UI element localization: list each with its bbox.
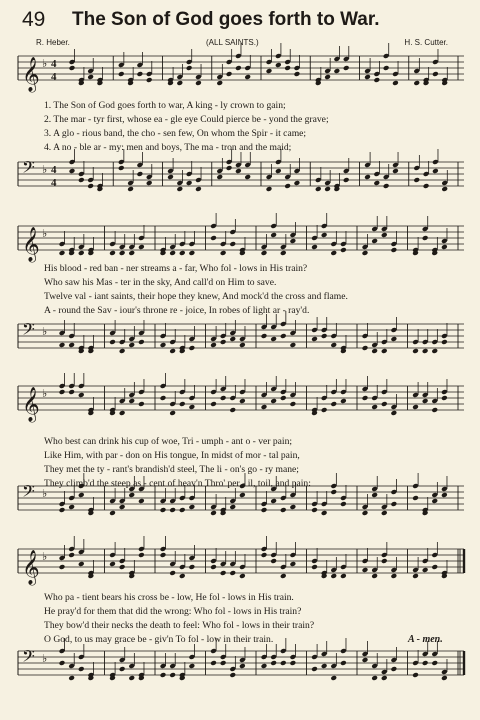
note-head: [220, 660, 227, 666]
time-signature: 4: [51, 164, 57, 176]
note-head: [383, 183, 390, 189]
note-head: [413, 80, 420, 86]
note-head: [210, 401, 217, 407]
note-head: [290, 342, 297, 348]
note-head: [244, 74, 251, 80]
note-head: [364, 174, 371, 180]
verse-line: They climb'd the steep as - cent of heav'n Thro' per - il, toil, and pain:: [44, 478, 311, 489]
note-head: [432, 71, 439, 77]
note-head: [210, 342, 217, 348]
note-head: [412, 573, 419, 579]
bass-clef-icon: 𝄢: [22, 157, 35, 181]
note-head: [169, 570, 176, 576]
note-head: [362, 345, 369, 351]
note-head: [229, 504, 236, 510]
note-head: [422, 567, 429, 573]
note-head: [261, 250, 268, 256]
note-head: [138, 552, 145, 558]
lyricist: R. Heber.: [36, 38, 70, 47]
note-head: [330, 675, 337, 681]
tune-name: (ALL SAINTS.): [206, 38, 259, 47]
note-head: [290, 401, 297, 407]
note-head: [59, 342, 66, 348]
hymn-header: [22, 8, 462, 36]
note-head: [334, 68, 341, 74]
flat-icon: ♭: [42, 652, 48, 665]
note-head: [373, 77, 380, 83]
note-head: [321, 333, 328, 339]
note-head: [78, 492, 85, 498]
note-head: [109, 339, 116, 345]
note-head: [391, 666, 398, 672]
note-head: [68, 552, 75, 558]
note-head: [330, 401, 337, 407]
note-head: [128, 675, 135, 681]
note-head: [270, 498, 277, 504]
note-head: [441, 675, 448, 681]
note-head: [186, 180, 193, 186]
note-head: [109, 250, 116, 256]
note-head: [441, 186, 448, 192]
note-head: [128, 398, 135, 404]
verse-line: 1. The Son of God goes forth to war, A king - ly crown to gain;: [44, 100, 286, 111]
bass-clef-icon: 𝄢: [22, 646, 35, 670]
note-head: [422, 348, 429, 354]
note-head: [290, 238, 297, 244]
note-head: [261, 552, 268, 558]
note-head: [422, 398, 429, 404]
verse-line: Who best can drink his cup of woe, Tri - umph - ant o - ver pain;: [44, 436, 293, 447]
verse-line: O God, to us may grace be - giv'n To fol - low in their train.: [44, 634, 274, 645]
note-head: [78, 177, 85, 183]
note-head: [311, 666, 318, 672]
note-head: [284, 65, 291, 71]
note-head: [261, 663, 268, 669]
note-head: [146, 77, 153, 83]
note-head: [160, 672, 167, 678]
flat-icon: ♭: [42, 163, 48, 176]
note-head: [432, 168, 439, 174]
note-head: [68, 504, 75, 510]
note-head: [412, 672, 419, 678]
note-head: [364, 74, 371, 80]
note-head: [128, 342, 135, 348]
note-head: [321, 407, 328, 413]
verse-line: 2. The mar - tyr first, whose ea - gle eye Could pierce be - yond the grave;: [44, 114, 329, 125]
note-head: [59, 564, 66, 570]
note-head: [118, 71, 125, 77]
note-head: [392, 80, 399, 86]
note-head: [109, 561, 116, 567]
bass-staff: [14, 320, 466, 364]
note-head: [391, 410, 398, 416]
note-head: [138, 339, 145, 345]
note-head: [239, 342, 246, 348]
note-head: [226, 71, 233, 77]
note-head: [195, 80, 202, 86]
note-head: [270, 336, 277, 342]
note-head: [59, 507, 66, 513]
note-head: [321, 510, 328, 516]
note-head: [371, 675, 378, 681]
note-head: [146, 180, 153, 186]
note-head: [160, 395, 167, 401]
note-head: [179, 507, 186, 513]
note-head: [340, 660, 347, 666]
verse-line: His blood - red ban - ner streams a - far, Who fol - lows in His train?: [44, 263, 308, 274]
verse-line: They bow'd their necks the death to feel: Who fol - lows in their train?: [44, 620, 315, 631]
note-head: [229, 241, 236, 247]
note-head: [391, 336, 398, 342]
note-head: [138, 498, 145, 504]
note-head: [413, 177, 420, 183]
note-head: [381, 675, 388, 681]
note-head: [210, 510, 217, 516]
note-head: [324, 186, 331, 192]
note-head: [216, 80, 223, 86]
note-head: [373, 180, 380, 186]
note-head: [189, 663, 196, 669]
note-head: [68, 675, 75, 681]
note-head: [422, 235, 429, 241]
note-head: [270, 660, 277, 666]
bass-staff: [14, 647, 466, 691]
note-head: [239, 573, 246, 579]
note-head: [330, 250, 337, 256]
bass-clef-icon: 𝄢: [22, 319, 35, 343]
note-head: [381, 558, 388, 564]
note-head: [128, 492, 135, 498]
note-head: [220, 339, 227, 345]
note-head: [109, 510, 116, 516]
treble-clef-icon: 𝄞: [22, 227, 40, 262]
note-head: [226, 165, 233, 171]
note-head: [229, 407, 236, 413]
note-head: [239, 398, 246, 404]
note-head: [179, 250, 186, 256]
note-head: [244, 174, 251, 180]
note-head: [261, 404, 268, 410]
note-head: [362, 567, 369, 573]
note-head: [68, 342, 75, 348]
note-head: [160, 342, 167, 348]
note-head: [340, 573, 347, 579]
note-head: [266, 68, 273, 74]
note-head: [391, 573, 398, 579]
note-head: [229, 570, 236, 576]
note-head: [294, 71, 301, 77]
treble-staff: [14, 382, 466, 426]
note-head: [220, 570, 227, 576]
note-head: [87, 74, 94, 80]
note-head: [280, 250, 287, 256]
note-head: [412, 348, 419, 354]
note-head: [431, 564, 438, 570]
note-head: [391, 247, 398, 253]
note-head: [381, 348, 388, 354]
note-head: [412, 404, 419, 410]
note-head: [137, 171, 144, 177]
note-head: [280, 395, 287, 401]
bass-staff: [14, 158, 466, 202]
note-head: [371, 492, 378, 498]
note-head: [280, 660, 287, 666]
composer: H. S. Cutter.: [404, 38, 448, 47]
note-head: [169, 410, 176, 416]
flat-icon: ♭: [42, 550, 48, 563]
treble-staff: [14, 222, 466, 266]
note-head: [138, 401, 145, 407]
note-head: [371, 238, 378, 244]
note-head: [261, 507, 268, 513]
note-head: [169, 672, 176, 678]
treble-clef-icon: 𝄞: [22, 550, 40, 585]
note-head: [119, 564, 126, 570]
note-head: [431, 660, 438, 666]
note-head: [371, 573, 378, 579]
note-head: [195, 186, 202, 192]
note-head: [210, 660, 217, 666]
treble-staff: [14, 545, 466, 589]
note-head: [311, 564, 318, 570]
note-head: [119, 348, 126, 354]
note-head: [210, 235, 217, 241]
note-head: [275, 168, 282, 174]
note-head: [340, 501, 347, 507]
note-head: [229, 672, 236, 678]
note-head: [431, 407, 438, 413]
note-head: [362, 250, 369, 256]
note-head: [270, 558, 277, 564]
note-head: [78, 561, 85, 567]
flat-icon: ♭: [42, 57, 48, 70]
time-signature: 4: [51, 58, 57, 70]
note-head: [311, 507, 318, 513]
note-head: [69, 65, 76, 71]
note-head: [371, 348, 378, 354]
note-head: [235, 65, 242, 71]
note-head: [179, 573, 186, 579]
note-head: [179, 401, 186, 407]
note-head: [343, 65, 350, 71]
flat-icon: ♭: [42, 387, 48, 400]
note-head: [160, 507, 167, 513]
note-head: [229, 336, 236, 342]
bass-clef-icon: 𝄢: [22, 481, 35, 505]
note-head: [343, 177, 350, 183]
note-head: [59, 660, 66, 666]
note-head: [362, 395, 369, 401]
note-head: [128, 250, 135, 256]
treble-clef-icon: 𝄞: [22, 57, 40, 92]
time-signature: 4: [51, 71, 57, 83]
note-head: [324, 74, 331, 80]
verse-line: Who pa - tient bears his cross be - low, He fol - lows in His train.: [44, 592, 294, 603]
note-head: [431, 348, 438, 354]
note-head: [119, 250, 126, 256]
note-head: [270, 232, 277, 238]
note-head: [127, 186, 134, 192]
treble-clef-icon: 𝄞: [22, 387, 40, 422]
note-head: [391, 501, 398, 507]
amen-text: A - men.: [408, 634, 443, 645]
note-head: [371, 404, 378, 410]
note-head: [311, 244, 318, 250]
hymn-number: 49: [22, 8, 46, 31]
note-head: [441, 492, 448, 498]
note-head: [235, 168, 242, 174]
note-head: [189, 250, 196, 256]
note-head: [330, 573, 337, 579]
verse-line: 4. A no - ble ar - my: men and boys, The ma - tron and the maid;: [44, 142, 292, 153]
note-head: [239, 663, 246, 669]
hymn-credits: [36, 38, 448, 50]
note-head: [422, 660, 429, 666]
note-head: [78, 250, 85, 256]
note-head: [294, 180, 301, 186]
note-head: [383, 65, 390, 71]
note-head: [216, 174, 223, 180]
time-signature: 4: [51, 177, 57, 189]
note-head: [137, 71, 144, 77]
note-head: [423, 183, 430, 189]
note-head: [290, 504, 297, 510]
note-head: [176, 80, 183, 86]
note-head: [340, 247, 347, 253]
note-head: [176, 186, 183, 192]
verse-line: He pray'd for them that did the wrong: Who fol - lows in His train?: [44, 606, 302, 617]
note-head: [119, 410, 126, 416]
note-head: [220, 395, 227, 401]
note-head: [340, 398, 347, 404]
note-head: [290, 561, 297, 567]
note-head: [381, 510, 388, 516]
note-head: [189, 404, 196, 410]
note-head: [186, 65, 193, 71]
note-head: [412, 495, 419, 501]
note-head: [441, 395, 448, 401]
note-head: [362, 510, 369, 516]
note-head: [381, 232, 388, 238]
note-head: [189, 345, 196, 351]
flat-icon: ♭: [42, 227, 48, 240]
note-head: [169, 507, 176, 513]
note-head: [189, 504, 196, 510]
note-head: [266, 186, 273, 192]
note-head: [68, 389, 75, 395]
note-head: [118, 165, 125, 171]
note-head: [119, 666, 126, 672]
verse-line: They met the ty - rant's brandish'd steel, The li - on's go - ry mane;: [44, 464, 299, 475]
note-head: [239, 492, 246, 498]
note-head: [315, 186, 322, 192]
verse-line: Like Him, with par - don on His tongue, In midst of mor - tal pain,: [44, 450, 300, 461]
note-head: [280, 507, 287, 513]
note-head: [169, 250, 176, 256]
note-head: [220, 250, 227, 256]
note-head: [261, 333, 268, 339]
verse-line: A - round the Sav - iour's throne re - joice, In robes of light ar - ray'd.: [44, 305, 310, 316]
note-head: [138, 244, 145, 250]
note-head: [210, 564, 217, 570]
note-head: [311, 336, 318, 342]
verse-line: Who saw his Mas - ter in the sky, And call'd on Him to save.: [44, 277, 277, 288]
note-head: [441, 339, 448, 345]
note-head: [275, 62, 282, 68]
note-head: [290, 660, 297, 666]
note-head: [69, 168, 76, 174]
note-head: [362, 657, 369, 663]
note-head: [59, 389, 66, 395]
note-head: [392, 168, 399, 174]
verse-line: Twelve val - iant saints, their hope they knew, And mock'd the cross and flame.: [44, 291, 348, 302]
note-head: [78, 666, 85, 672]
note-head: [431, 498, 438, 504]
note-head: [280, 573, 287, 579]
flat-icon: ♭: [42, 325, 48, 338]
hymn-title: The Son of God goes forth to War.: [72, 9, 380, 30]
note-head: [189, 564, 196, 570]
note-head: [167, 174, 174, 180]
verse-line: 3. A glo - rious band, the cho - sen few, On whom the Spir - it came;: [44, 128, 307, 139]
note-head: [119, 504, 126, 510]
note-head: [441, 244, 448, 250]
note-head: [87, 183, 94, 189]
note-head: [280, 333, 287, 339]
note-head: [284, 183, 291, 189]
note-head: [330, 342, 337, 348]
note-head: [169, 348, 176, 354]
note-head: [270, 398, 277, 404]
flat-icon: ♭: [42, 487, 48, 500]
treble-staff: [14, 52, 466, 96]
note-head: [381, 401, 388, 407]
note-head: [321, 232, 328, 238]
note-head: [321, 663, 328, 669]
note-head: [59, 250, 66, 256]
note-head: [78, 392, 85, 398]
note-head: [160, 552, 167, 558]
